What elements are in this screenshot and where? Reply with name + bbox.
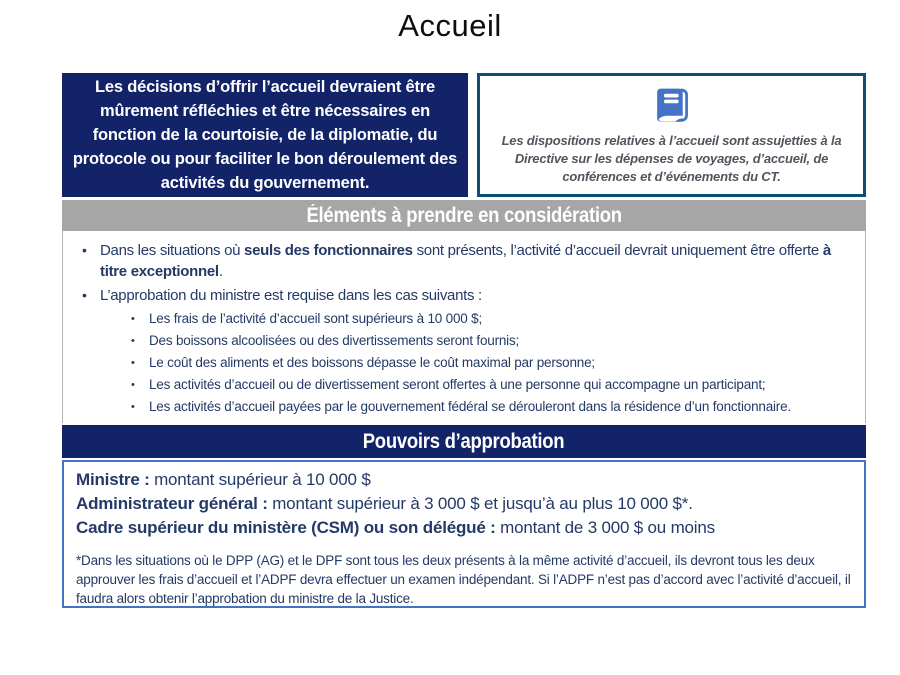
bullet-text: Dans les situations où (100, 242, 245, 259)
considerations-header-label: Éléments à prendre en considération (306, 203, 622, 227)
list-item (79, 285, 849, 416)
approval-role-text: montant supérieur à 10 000 $ (149, 470, 371, 489)
directive-note-text: Les dispositions relatives à l’accueil sont assujetties à la Directive sur les dépenses de voyages, d’accueil, de conférences et d’événements du CT. (501, 132, 842, 184)
sub-bullet-text: Les activités d’accueil ou de divertissement seront offertes à une personne qui accompagne un participant; (149, 377, 766, 392)
sub-bullet-text: Les frais de l’activité d’accueil sont supérieurs à 10 000 $; (149, 311, 482, 326)
sub-list-item (126, 309, 839, 328)
approval-role-label: Administrateur général : (76, 494, 268, 513)
approval-line-csm (76, 516, 852, 540)
approval-line-ministre (76, 468, 852, 492)
approval-role-text: montant supérieur à 3 000 $ et jusqu’à au plus 10 000 $*. (267, 494, 693, 513)
approval-role-label: Cadre supérieur du ministère (CSM) ou son délégué : (76, 518, 496, 537)
bullet-text: L’approbation du ministre est requise dans les cas suivants : (100, 287, 482, 304)
slide-content (62, 73, 866, 608)
approval-panel (62, 460, 866, 608)
bullet-text-bold: seuls des fonctionnaires (244, 242, 413, 259)
bullet-text: . (218, 263, 223, 280)
sub-bullet-text: Des boissons alcoolisées ou des divertissements seront fournis; (149, 333, 520, 348)
considerations-header-bar (62, 200, 866, 231)
top-row (62, 73, 866, 197)
sub-list-item (126, 397, 839, 416)
sub-list-item (126, 375, 839, 394)
sub-bullet-text: Les activités d’accueil payées par le gouvernement fédéral se dérouleront dans la résidence d’un fonctionnaire. (149, 399, 791, 414)
bullet-text-bold: à titre exceptionnel (100, 242, 831, 280)
book-icon (650, 85, 694, 129)
considerations-list (79, 240, 849, 416)
page-title: Accueil (398, 8, 502, 43)
approval-footnote: *Dans les situations où le DPP (AG) et le DPF sont tous les deux présents à la même activité d’accueil, ils devront tous les deux approuver les frais d’accueil et l’ADPF devra effectuer un examen indépendant. Si l’ADPF n’est pas d’accord avec l’activité d’accueil, il faudra alors obtenir l’approbation du ministre de la Justice. (76, 553, 851, 606)
approval-role-label: Ministre : (76, 470, 150, 489)
list-item (79, 240, 849, 282)
intro-statement-text: Les décisions d’offrir l’accueil devraient être mûrement réfléchies et être nécessaires en fonction de la courtoisie, de la diplomatie, du protocole ou pour faciliter le bon déroulement des activités du gouvernement. (72, 78, 458, 192)
sub-list-item (126, 353, 839, 372)
directive-note-box (477, 73, 866, 197)
approval-role-text: montant de 3 000 $ ou moins (495, 518, 715, 537)
approval-header-bar (62, 425, 866, 458)
sub-bullet-text: Le coût des aliments et des boissons dépasse le coût maximal par personne; (149, 355, 595, 370)
approval-line-administrateur-general (76, 492, 852, 516)
sub-list (126, 309, 849, 416)
sub-list-item (126, 331, 839, 350)
considerations-panel (62, 231, 866, 423)
bullet-text: sont présents, l’activité d’accueil devrait uniquement être offerte (412, 242, 823, 259)
intro-statement-box (62, 73, 468, 197)
approval-header-label: Pouvoirs d’approbation (363, 429, 565, 453)
